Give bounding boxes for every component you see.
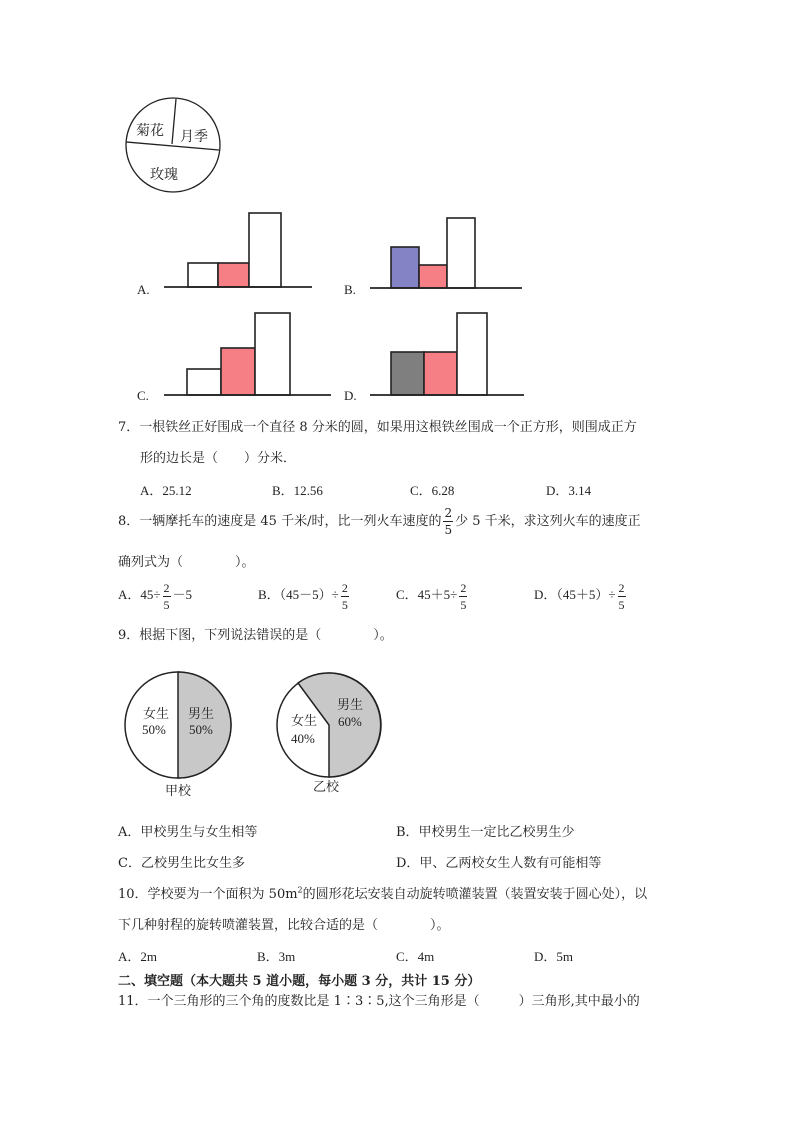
q7-option-b: B．12.56 [272, 483, 323, 498]
q9-option-b: B．甲校男生一定比乙校男生少 [396, 825, 575, 840]
school-b-girls-pct: 40% [291, 731, 315, 746]
school-b-caption: 乙校 [313, 780, 340, 795]
school-a-girls-pct: 50% [142, 722, 166, 737]
q8-stem-post: 少 5 千米，求这列火车的速度正 [455, 514, 641, 529]
q10-option-d: D．5m [534, 949, 574, 964]
bar [391, 247, 419, 288]
q7-option-c: C．6.28 [410, 483, 455, 498]
q10-stem-line1 [118, 883, 647, 902]
school-a-caption: 甲校 [165, 784, 192, 799]
q7-option-a: A．25.12 [140, 483, 192, 498]
q8-option-b-pre: B．（45－5）÷ [258, 587, 339, 602]
q6-option-d-chart [366, 308, 528, 400]
bar [457, 313, 487, 395]
q8-option-d-frac-num: 2 [618, 580, 625, 595]
flower-pie-chart [118, 95, 228, 195]
q10-stem-line2: 下几种射程的旋转喷灌装置，比较合适的是（ ）。 [118, 918, 450, 933]
q8-option-b [258, 578, 351, 612]
q7-stem-line1: 7．一根铁丝正好围成一个直径 8 分米的圆，如果用这根铁丝围成一个正方形，则围成正方 [118, 420, 637, 435]
flower-label-yueji: 月季 [180, 129, 208, 145]
bar [187, 369, 221, 395]
q8-option-c-pre: C．45＋5÷ [396, 587, 458, 602]
q8-option-a [118, 578, 192, 612]
school-b-boys-label: 男生 [337, 698, 364, 713]
q8-option-c-fraction [459, 582, 467, 611]
q6-option-d-label: D. [344, 388, 357, 403]
q10-stem-post: 的圆形花坛安装自动旋转喷灌装置（装置安装于圆心处），以 [302, 887, 648, 902]
q6-option-a-chart [160, 208, 315, 292]
school-b-girls-label: 女生 [291, 714, 318, 729]
bar [447, 218, 475, 288]
q8-option-a-frac-num: 2 [163, 580, 170, 595]
bar [221, 348, 255, 395]
q8-option-c [396, 578, 469, 612]
q8-option-d-pre: D．（45＋5）÷ [534, 587, 616, 602]
q8-option-a-pre: A．45÷ [118, 587, 161, 602]
q10-option-a: A．2m [118, 949, 158, 964]
flower-label-meigui: 玫瑰 [150, 167, 178, 183]
q8-stem-pre: 8．一辆摩托车的速度是 45 千米/时，比一列火车速度的 [118, 514, 442, 529]
bar [391, 352, 424, 395]
q8-stem-line2: 确列式为（ ）。 [118, 555, 255, 570]
q8-frac-num: 2 [444, 506, 453, 520]
bar [424, 352, 457, 395]
school-b-pie-chart [272, 668, 392, 800]
q10-stem-sup: 2 [297, 885, 303, 895]
q6-option-b-chart [366, 212, 526, 292]
q8-option-b-frac-num: 2 [341, 580, 348, 595]
q8-option-a-fraction [163, 582, 171, 611]
q6-option-b-label: B. [344, 282, 356, 297]
q10-stem-pre: 10．学校要为一个面积为 50m [118, 887, 298, 902]
q8-option-c-frac-den: 5 [460, 597, 467, 612]
q10-option-b: B．3m [257, 949, 296, 964]
q7-option-d: D．3.14 [546, 483, 592, 498]
q8-option-c-frac-num: 2 [460, 580, 467, 595]
q8-stem-line1 [118, 505, 641, 539]
q7-stem-line2: 形的边长是（ ）分米． [140, 451, 297, 466]
q8-option-d [534, 578, 628, 612]
school-a-boys-label: 男生 [188, 707, 215, 722]
q9-option-c: C．乙校男生比女生多 [118, 856, 245, 871]
q8-option-d-frac-den: 5 [618, 597, 625, 612]
section-2-heading: 二、填空题（本大题共 5 道小题，每小题 3 分，共计 15 分） [118, 974, 481, 989]
q8-stem-fraction [443, 507, 453, 536]
bar [419, 265, 447, 288]
bar [188, 263, 218, 287]
q10-option-c: C．4m [396, 949, 435, 964]
q9-stem: 9．根据下图，下列说法错误的是（ ）。 [118, 628, 393, 643]
school-a-pie-chart [120, 668, 240, 800]
bar [249, 213, 281, 287]
school-a-boys-pct: 50% [189, 722, 213, 737]
q6-option-c-chart [160, 308, 335, 400]
q8-option-d-fraction [618, 582, 626, 611]
q6-option-a-label: A. [137, 282, 150, 297]
bar [255, 313, 290, 395]
flower-label-juhua: 菊花 [136, 123, 164, 139]
school-a-girls-label: 女生 [143, 707, 170, 722]
q8-option-b-frac-den: 5 [341, 597, 348, 612]
q9-option-a: A．甲校男生与女生相等 [118, 825, 258, 840]
q8-frac-den: 5 [444, 523, 453, 537]
q9-option-d: D．甲、乙两校女生人数有可能相等 [396, 856, 602, 871]
school-b-boys-pct: 60% [338, 714, 362, 729]
q8-option-a-frac-den: 5 [163, 597, 170, 612]
q6-option-c-label: C. [137, 388, 149, 403]
q8-option-a-post: －5 [172, 587, 193, 602]
q8-option-b-fraction [341, 582, 349, 611]
q11-stem-line1: 11．一个三角形的三个角的度数比是 1∶3∶5,这个三角形是（ ）三角形,其中最小的 [118, 994, 640, 1009]
bar [218, 263, 249, 287]
